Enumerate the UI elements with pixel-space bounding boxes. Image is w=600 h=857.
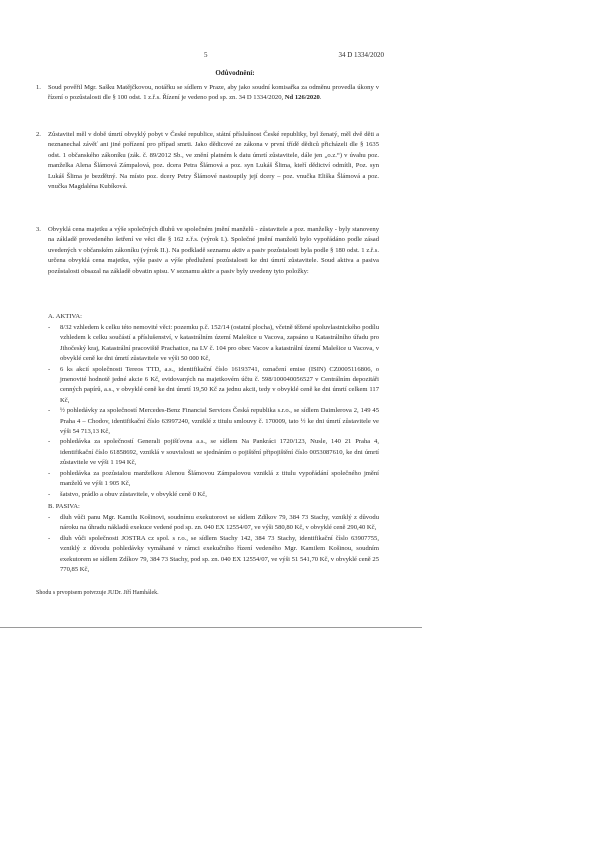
paragraph-3 — [36, 225, 379, 277]
paragraph-bold-ref: Nd 126/2020 — [284, 94, 320, 102]
list-item: - pohledávka za společností Generali pojišťovna a.s., se sídlem Na Pankráci 1720/123, Nusle, 140 21 Praha 4, identifikační číslo 61858692, vzniklá v souvislosti se sjednáním o pojištění připojištění číslo 0053087610, ke dni úmrtí zůstavitele ve výši 1 194 Kč, — [48, 438, 379, 467]
list-item: - dluh vůči společnosti JOSTRA cz spol. s r.o., se sídlem Stachy 142, 384 73 Stachy, identifikační číslo 63907755, vzniklý z důvodu pohledávky vymáhané v rámci exekučního řízení vedeného Mgr. Kamilem Košinou, soudním exekutorem se sídlem Zdíkov 79, 384 73 Stachy, pod sp. zn. 040 EX 12554/07, ve výši 51 541,70 Kč, v obvyklé ceně 25 770,85 Kč, — [48, 534, 379, 574]
reasoning-heading: Odůvodnění: — [215, 69, 255, 77]
paragraph-text: Soud pověřil Mgr. Sašku Matějčkovou, notářku se sídlem v Praze, aby jako soudní komisařka za odměnu provedla úkony v řízení o pozůstalosti dle § 100 odst. 1 z.ř.s. Řízení je vedeno pod sp. zn. 34 D 1334/2020, — [48, 84, 379, 102]
paragraph-number: 1. — [36, 84, 41, 91]
list-item: - dluh vůči panu Mgr. Kamilu Košinovi, soudnímu exekutorovi se sídlem Zdíkov 79, 384 73 Stachy, vzniklý z důvodu nároku na úhradu nákladů exekuce vedené pod sp. zn. 040 EX 12554/07, ve výši 580,80 Kč, v obvyklé ceně 290,40 Kč, — [48, 514, 379, 532]
paragraph-2 — [36, 130, 379, 192]
paragraph-text: Zůstavitel měl v době úmrtí obvyklý pobyt v České republice, státní příslušnost České republiky, byl ženatý, měl dvě děti a neznanechal závěť ani jiné pořízení pro případ smrti. Jako dědicové ze zákona v první třídě dědiců přicházeli dle § 1635 odst. 1 občanského zákoníku (zák. č. 89/2012 Sb., ve znění platném k datu úmrtí zůstavitele, dále jen „o.z.“) v úvahu poz. manželka Alena Šlámová Zámpalová, poz. dcera Petra Šlámová a poz. syn Lukáš Šlima, kteří dědictví odmítli, Poz. syn Lukáš Šlima je bezdětný. Na místo poz. dcery Petry Šlámové nastoupily její dcery – poz. vnučka Eliška Šlámová a poz. vnučka Magdaléna Kubíková. — [48, 131, 379, 191]
paragraph-number: 2. — [36, 131, 41, 138]
list-item: - 6 ks akcií společnosti Tereos TTD, a.s., identifikační číslo 16193741, označení emise (ISIN) CZ0005116806, o jmenovité hodnotě jedné akcie 6 Kč, evidovaných na majetkovém účtu č. 598/100040056527 v Centrálním depozitáři cenných papírů, a.s., v obvyklé ceně ke dni úmrtí 19,50 Kč za jednu akcii, tedy v obvyklé ceně ke dni úmrtí celkem 117 Kč, — [48, 365, 379, 404]
paragraph-tail: . — [319, 94, 322, 102]
list-item: - ½ pohledávky za společností Mercedes-Benz Financial Services Česká republika s.r.o., se sídlem Daimlerova 2, 149 45 Praha 4 – Chodov, identifikační číslo 63997240, vzniklé z titulu smlouvy č. 170009, tato ½ ke dni úmrtí zůstavitele ve výši 54 713,13 Kč, — [48, 407, 379, 436]
certification-note: Shodu s prvopisem potvrzuje JUDr. Jiří Hamhálek. — [36, 590, 159, 596]
list-item: - pohledávka za pozůstalou manželkou Alenou Šlámovou Zámpalovou vzniklá z titulu vypořádání společného jmění manželů ve výši 1 905 Kč, — [48, 469, 379, 488]
paragraph-number: 3. — [36, 226, 41, 233]
liabilities-list — [48, 513, 379, 575]
case-number: 34 D 1334/2020 — [338, 51, 384, 59]
page-number: 5 — [204, 51, 208, 59]
assets-title: A. AKTIVA: — [48, 313, 82, 320]
page-header — [0, 50, 600, 61]
horizontal-divider — [0, 627, 422, 628]
liabilities-title: B. PASIVA: — [48, 503, 80, 510]
list-item: - 8/32 vzhledem k celku této nemovité věci: pozemku p.č. 152/14 (ostatní plocha), včetně těžené spoluvlastnického podílu vzhledem k celku součástí a příslušenství, v katastrálním území Malešice u Vacova, zapsáno u Katastrálního úřadu pro Jihočeský kraj, Katastrální pracoviště Prachatice, na LV č. 104 pro obec Vacov a katastrální území Malešice u Vacova, v obvyklé ceně ke dni úmrtí zůstavitele ve výši 50 000 Kč, — [48, 324, 379, 363]
assets-list — [48, 323, 379, 500]
list-item: - šatstvo, prádlo a obuv zůstavitele, v obvyklé ceně 0 Kč, — [48, 490, 207, 498]
paragraph-1 — [36, 83, 379, 104]
paragraph-text: Obvyklá cena majetku a výše společných dluhů ve společném jmění manželů - zůstavitele a poz. manželky - byly stanoveny na základě provedeného šetření ve věci dle § 162 z.ř.s. (výrok I.). Společné jmění manželů bylo vypořádáno podle zásad uvedených v občanském zákoníku (výrok II.). Na podkladě seznamu aktiv a pasiv pozůstalosti byla podle § 180 odst. 1 z.ř.s. určena obvyklá cena majetku, výše pasiv a výše předlužení pozůstalosti ke dni úmrtí zůstavitele. Soud aktiva a pasiva pozůstalosti obsazal na základě obvatin spisu. V seznamu aktiv a pasiv byly uvedeny tyto položky: — [48, 226, 379, 275]
